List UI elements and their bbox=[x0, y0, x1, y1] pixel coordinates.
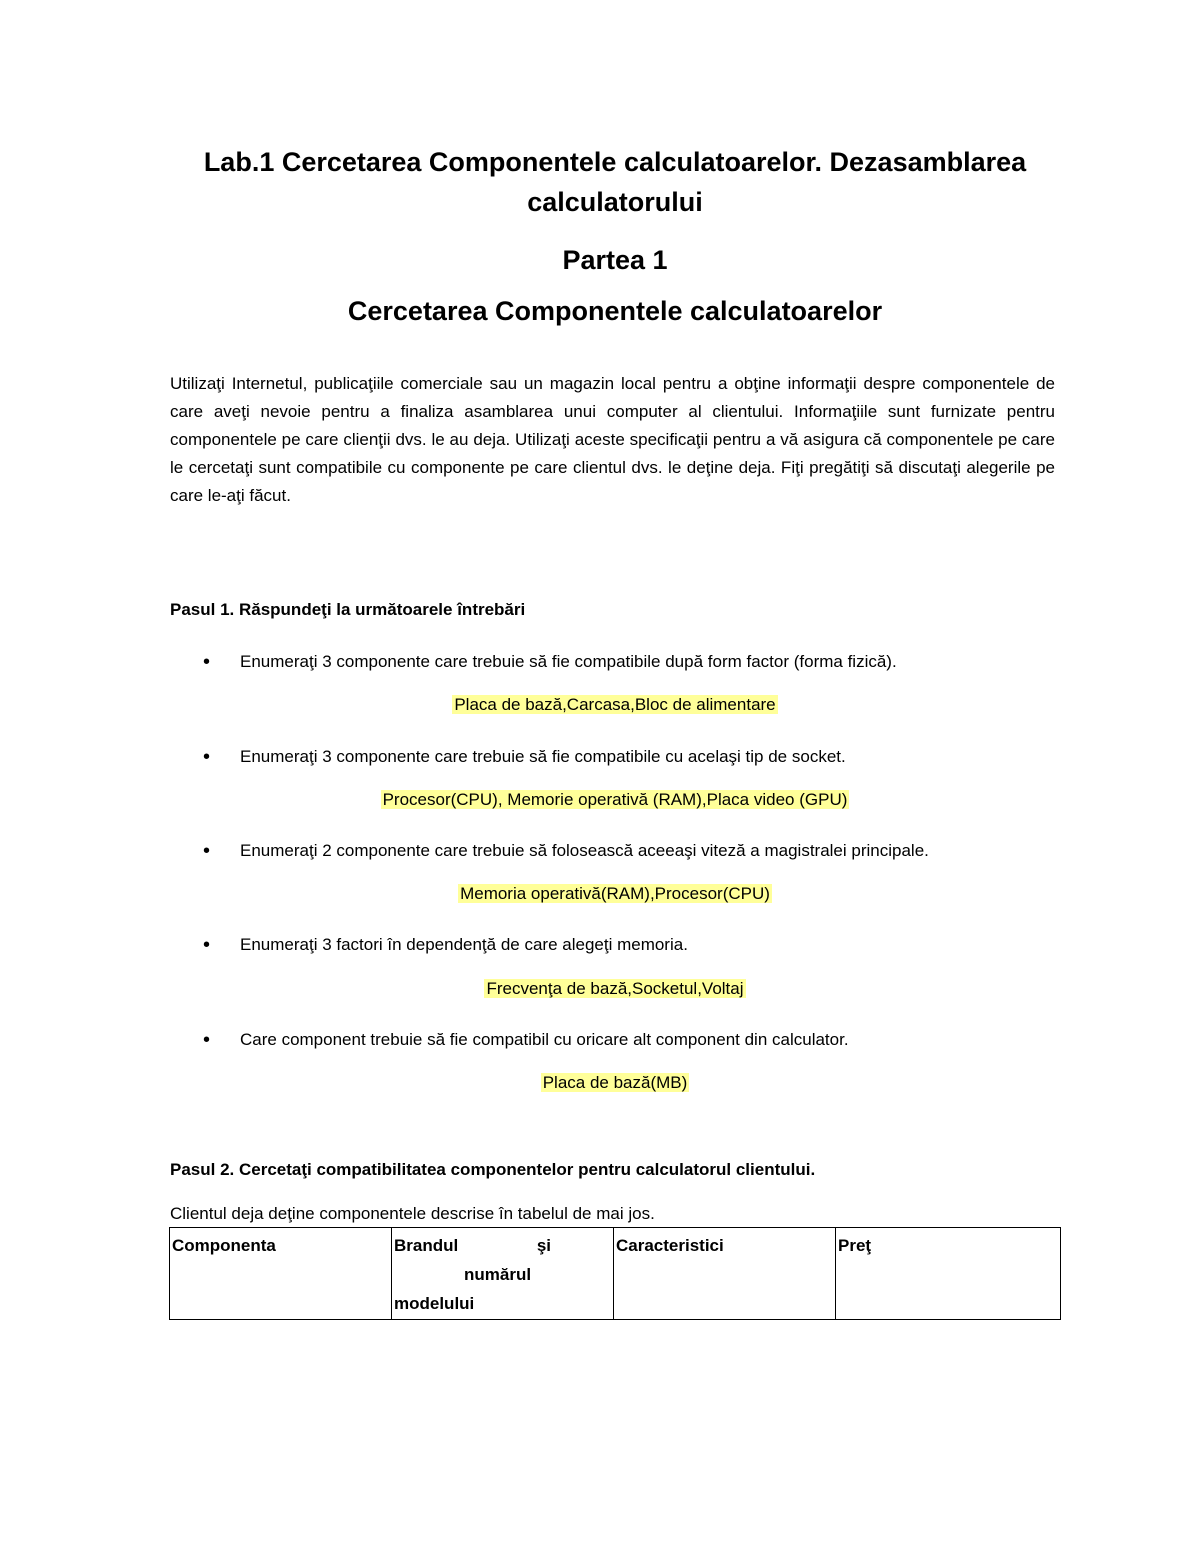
question-item bbox=[170, 933, 1060, 963]
bullet-icon: • bbox=[203, 651, 211, 673]
header-brand-model bbox=[392, 1228, 614, 1320]
question-text: Enumeraţi 3 factori în dependenţă de care alegeţi memoria. bbox=[240, 935, 688, 954]
header-price: Preţ bbox=[836, 1228, 1061, 1320]
components-table bbox=[169, 1227, 1061, 1320]
answer-text: Procesor(CPU), Memorie operativă (RAM),Placa video (GPU) bbox=[382, 790, 848, 809]
question-text: Care component trebuie să fie compatibil cu oricare alt component din calculator. bbox=[240, 1030, 849, 1049]
answer-row bbox=[170, 1071, 1060, 1095]
title-line-1: Lab.1 Cercetarea Componentele calculatoarelor. Dezasamblarea bbox=[203, 147, 1027, 177]
question-text: Enumeraţi 3 componente care trebuie să fie compatibile după form factor (forma fizică). bbox=[240, 652, 897, 671]
answer-row bbox=[170, 788, 1060, 812]
bullet-icon: • bbox=[203, 934, 211, 956]
bullet-icon: • bbox=[203, 1029, 211, 1051]
question-text: Enumeraţi 3 componente care trebuie să fie compatibile cu acelaşi tip de socket. bbox=[240, 747, 846, 766]
header-component: Componenta bbox=[170, 1228, 392, 1320]
part-title: Partea 1 bbox=[562, 245, 668, 275]
question-item bbox=[170, 839, 1060, 869]
step1-heading: Pasul 1. Răspundeţi la următoarele întrebări bbox=[170, 600, 526, 619]
title-line-2: calculatorului bbox=[527, 187, 703, 217]
step2-heading: Pasul 2. Cercetaţi compatibilitatea componentelor pentru calculatorul clientului. bbox=[170, 1160, 816, 1179]
header-brand-line-3: modelului bbox=[394, 1294, 475, 1313]
question-item bbox=[170, 745, 1060, 775]
table-header-row bbox=[170, 1228, 1061, 1320]
answer-text: Placa de bază,Carcasa,Bloc de alimentare bbox=[454, 695, 776, 714]
bullet-icon: • bbox=[203, 840, 211, 862]
bullet-icon: • bbox=[203, 746, 211, 768]
answer-text: Placa de bază(MB) bbox=[542, 1073, 688, 1092]
answer-row bbox=[170, 882, 1060, 906]
answer-row bbox=[170, 977, 1060, 1001]
answer-row bbox=[170, 693, 1060, 717]
header-brand-line-2: numărul bbox=[464, 1265, 532, 1284]
header-characteristics: Caracteristici bbox=[614, 1228, 836, 1320]
answer-text: Frecvenţa de bază,Socketul,Voltaj bbox=[486, 979, 744, 998]
answer-text: Memoria operativă(RAM),Procesor(CPU) bbox=[460, 884, 770, 903]
step2-intro: Clientul deja deţine componentele descrise în tabelul de mai jos. bbox=[170, 1204, 655, 1223]
intro-paragraph: Utilizaţi Internetul, publicaţiile comerciale sau un magazin local pentru a obţine informaţii despre componentele de care aveţi nevoie pentru a finaliza asamblarea unui computer al clientului. Informaţiile sunt furnizate pentru componentele pe care clienţii dvs. le au deja. Utilizaţi aceste specificaţii pentru a vă asigura că componentele pe care le cercetaţi sunt compatibile cu componente pe care clientul dvs. le deţine deja. Fiţi pregătiţi să discutaţi alegerile pe care le-aţi făcut. bbox=[170, 374, 1055, 505]
section-subtitle: Cercetarea Componentele calculatoarelor bbox=[347, 296, 883, 326]
question-text: Enumeraţi 2 componente care trebuie să folosească aceeaşi viteză a magistralei principale. bbox=[240, 841, 929, 860]
question-item bbox=[170, 1028, 1060, 1058]
document-title bbox=[170, 142, 1060, 222]
question-item bbox=[170, 650, 1060, 680]
header-brand-line-1: Brandul şi bbox=[394, 1236, 551, 1255]
